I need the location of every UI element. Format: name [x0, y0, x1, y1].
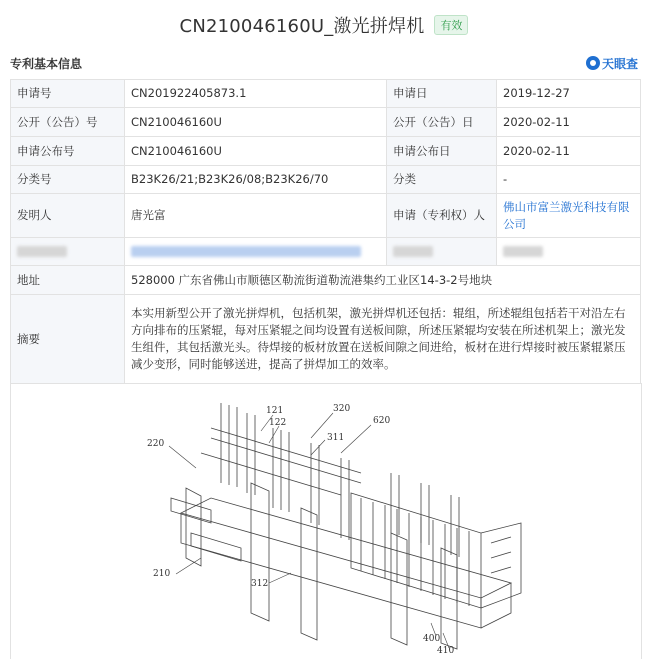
table-row	[11, 137, 641, 166]
frame-side	[481, 583, 511, 628]
table-row	[11, 295, 641, 384]
plate	[351, 493, 481, 608]
publication-no-value: CN210046160U	[125, 108, 387, 137]
applicant-label: 申请（专利权）人	[387, 194, 497, 238]
brand-text: 天眼查	[601, 56, 638, 71]
redacted-value	[497, 238, 641, 266]
figure-label: 400	[423, 634, 441, 644]
brand-logo[interactable]	[586, 55, 638, 72]
redacted-label	[11, 238, 125, 266]
redacted-blur	[17, 246, 67, 257]
figure-label: 122	[269, 418, 287, 428]
redacted-label	[387, 238, 497, 266]
redacted-blur	[503, 246, 543, 257]
announce-no-value: CN210046160U	[125, 137, 387, 166]
page-title: CN210046160U_激光拼焊机	[179, 16, 425, 37]
figure-label: 210	[153, 569, 171, 579]
patent-drawing	[10, 383, 642, 659]
inventor-label: 发明人	[11, 194, 125, 238]
patent-info-table	[10, 79, 641, 384]
abstract-value: 本实用新型公开了激光拼焊机，包括机架，激光拼焊机还包括：辊组，所述辊组包括若干对沿左右方向排布的压紧辊，每对压紧辊之间均设置有送板间隙，所述压紧辊均安装在所述机架上；激光发生组件，其包括激光头。待焊接的板材放置在送板间隙之间进给，板材在进行焊接时被压紧辊紧压减少变形，同时能够送进，提高了拼焊加工的效率。	[125, 295, 641, 384]
abstract-label: 摘要	[11, 295, 125, 384]
frame-front	[181, 513, 481, 628]
table-row	[11, 108, 641, 137]
section-header	[10, 52, 638, 74]
column-2	[301, 508, 317, 640]
publication-date-value: 2020-02-11	[497, 108, 641, 137]
application-no-label: 申请号	[11, 80, 125, 108]
section-title: 专利基本信息	[10, 56, 83, 71]
address-value: 528000 广东省佛山市顺德区勒流街道勒流港集约工业区14-3-2号地块	[125, 266, 641, 295]
table-row	[11, 80, 641, 108]
application-date-value: 2019-12-27	[497, 80, 641, 108]
publication-no-label: 公开（公告）号	[11, 108, 125, 137]
announce-date-label: 申请公布日	[387, 137, 497, 166]
machine-drawing	[11, 383, 641, 659]
category-value: -	[497, 166, 641, 194]
redacted-blur	[393, 246, 433, 257]
table-row	[11, 166, 641, 194]
table-row	[11, 194, 641, 238]
guide-left	[186, 488, 201, 566]
address-label: 地址	[11, 266, 125, 295]
figure-label: 410	[437, 646, 455, 656]
category-label: 分类	[387, 166, 497, 194]
inventor-value: 唐光富	[125, 194, 387, 238]
figure-label: 220	[147, 439, 165, 449]
redacted-value	[125, 238, 387, 266]
status-badge: 有效	[434, 15, 468, 35]
redacted-blur	[131, 246, 361, 257]
figure-label: 121	[266, 406, 284, 416]
frame-top-edge	[181, 498, 511, 598]
figure-label: 620	[373, 416, 391, 426]
classification-value: B23K26/21;B23K26/08;B23K26/70	[125, 166, 387, 194]
publication-date-label: 公开（公告）日	[387, 108, 497, 137]
table-row-redacted	[11, 238, 641, 266]
figure-label: 311	[327, 433, 345, 443]
figure-label: 312	[251, 579, 269, 589]
tianyancha-logo-icon	[586, 56, 600, 70]
application-no-value: CN201922405873.1	[125, 80, 387, 108]
column-1	[251, 483, 269, 621]
title-bar	[0, 0, 648, 50]
classification-label: 分类号	[11, 166, 125, 194]
figure-label: 320	[333, 404, 351, 414]
announce-no-label: 申请公布号	[11, 137, 125, 166]
applicant-link[interactable]: 佛山市富兰激光科技有限公司	[497, 194, 641, 238]
application-date-label: 申请日	[387, 80, 497, 108]
table-row	[11, 266, 641, 295]
announce-date-value: 2020-02-11	[497, 137, 641, 166]
